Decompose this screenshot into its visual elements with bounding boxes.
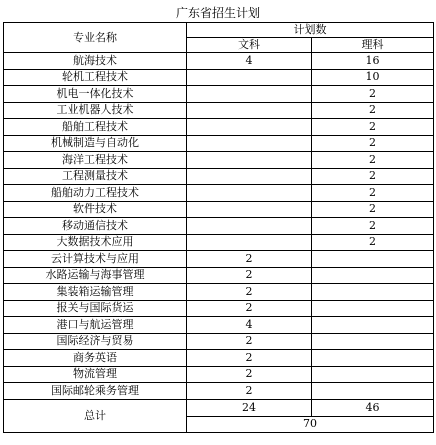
arts-count (187, 218, 312, 235)
major-name: 移动通信技术 (4, 218, 187, 235)
table-row (4, 185, 434, 202)
table-row (4, 333, 434, 350)
page-title: 广东省招生计划 (175, 6, 260, 20)
science-count (312, 333, 434, 350)
table-row (4, 201, 434, 218)
arts-count: 4 (187, 53, 312, 70)
science-count (312, 267, 434, 284)
major-name: 水路运输与海事管理 (4, 267, 187, 284)
major-name: 机电一体化技术 (4, 86, 187, 103)
science-count (312, 300, 434, 317)
table-row (4, 317, 434, 334)
header-science: 理科 (312, 38, 434, 53)
arts-count (187, 135, 312, 152)
table-row (4, 152, 434, 169)
table-body (4, 53, 434, 400)
science-count: 10 (312, 69, 434, 86)
table-row (4, 53, 434, 70)
arts-count (187, 69, 312, 86)
science-count: 2 (312, 119, 434, 136)
arts-count: 2 (187, 366, 312, 383)
major-name: 轮机工程技术 (4, 69, 187, 86)
table-row (4, 135, 434, 152)
arts-count: 4 (187, 317, 312, 334)
major-name: 软件技术 (4, 201, 187, 218)
grand-total: 70 (187, 416, 434, 432)
arts-count (187, 102, 312, 119)
arts-count: 2 (187, 333, 312, 350)
major-name: 云计算技术与应用 (4, 251, 187, 268)
table-row (4, 300, 434, 317)
table-row (4, 102, 434, 119)
science-count: 2 (312, 234, 434, 251)
major-name: 港口与航运管理 (4, 317, 187, 334)
major-name: 国际邮轮乘务管理 (4, 383, 187, 400)
arts-count: 2 (187, 350, 312, 367)
table-row (4, 284, 434, 301)
table-row (4, 350, 434, 367)
table-row (4, 267, 434, 284)
major-name: 工业机器人技术 (4, 102, 187, 119)
table-row (4, 234, 434, 251)
enrollment-plan-table (3, 22, 434, 433)
science-count: 2 (312, 218, 434, 235)
science-count (312, 366, 434, 383)
major-name: 航海技术 (4, 53, 187, 70)
table-row (4, 251, 434, 268)
major-name: 报关与国际货运 (4, 300, 187, 317)
major-name: 海洋工程技术 (4, 152, 187, 169)
table-row (4, 119, 434, 136)
major-name: 物流管理 (4, 366, 187, 383)
major-name: 工程测量技术 (4, 168, 187, 185)
arts-count (187, 201, 312, 218)
major-name: 商务英语 (4, 350, 187, 367)
header-plan-count: 计划数 (187, 23, 434, 38)
science-count: 2 (312, 135, 434, 152)
science-count (312, 317, 434, 334)
table-row (4, 69, 434, 86)
table-row (4, 218, 434, 235)
major-name: 机械制造与自动化 (4, 135, 187, 152)
table-row (4, 86, 434, 103)
arts-count (187, 152, 312, 169)
arts-count: 2 (187, 284, 312, 301)
major-name: 国际经济与贸易 (4, 333, 187, 350)
table-row (4, 366, 434, 383)
arts-count: 2 (187, 267, 312, 284)
science-count: 2 (312, 86, 434, 103)
science-count (312, 284, 434, 301)
arts-count (187, 185, 312, 202)
science-count: 2 (312, 152, 434, 169)
arts-count: 2 (187, 300, 312, 317)
header-major: 专业名称 (4, 23, 187, 53)
science-count (312, 251, 434, 268)
header-arts: 文科 (187, 38, 312, 53)
arts-count (187, 86, 312, 103)
major-name: 集装箱运输管理 (4, 284, 187, 301)
arts-count (187, 168, 312, 185)
science-count: 2 (312, 168, 434, 185)
science-count: 2 (312, 102, 434, 119)
major-name: 大数据技术应用 (4, 234, 187, 251)
science-count: 16 (312, 53, 434, 70)
arts-count: 2 (187, 383, 312, 400)
arts-count (187, 234, 312, 251)
table-row (4, 383, 434, 400)
total-label: 总计 (4, 399, 187, 432)
science-count (312, 350, 434, 367)
arts-count: 2 (187, 251, 312, 268)
table-row (4, 168, 434, 185)
science-count: 2 (312, 201, 434, 218)
major-name: 船舶动力工程技术 (4, 185, 187, 202)
major-name: 船舶工程技术 (4, 119, 187, 136)
total-science: 46 (312, 399, 434, 416)
total-arts: 24 (187, 399, 312, 416)
arts-count (187, 119, 312, 136)
science-count (312, 383, 434, 400)
science-count: 2 (312, 185, 434, 202)
